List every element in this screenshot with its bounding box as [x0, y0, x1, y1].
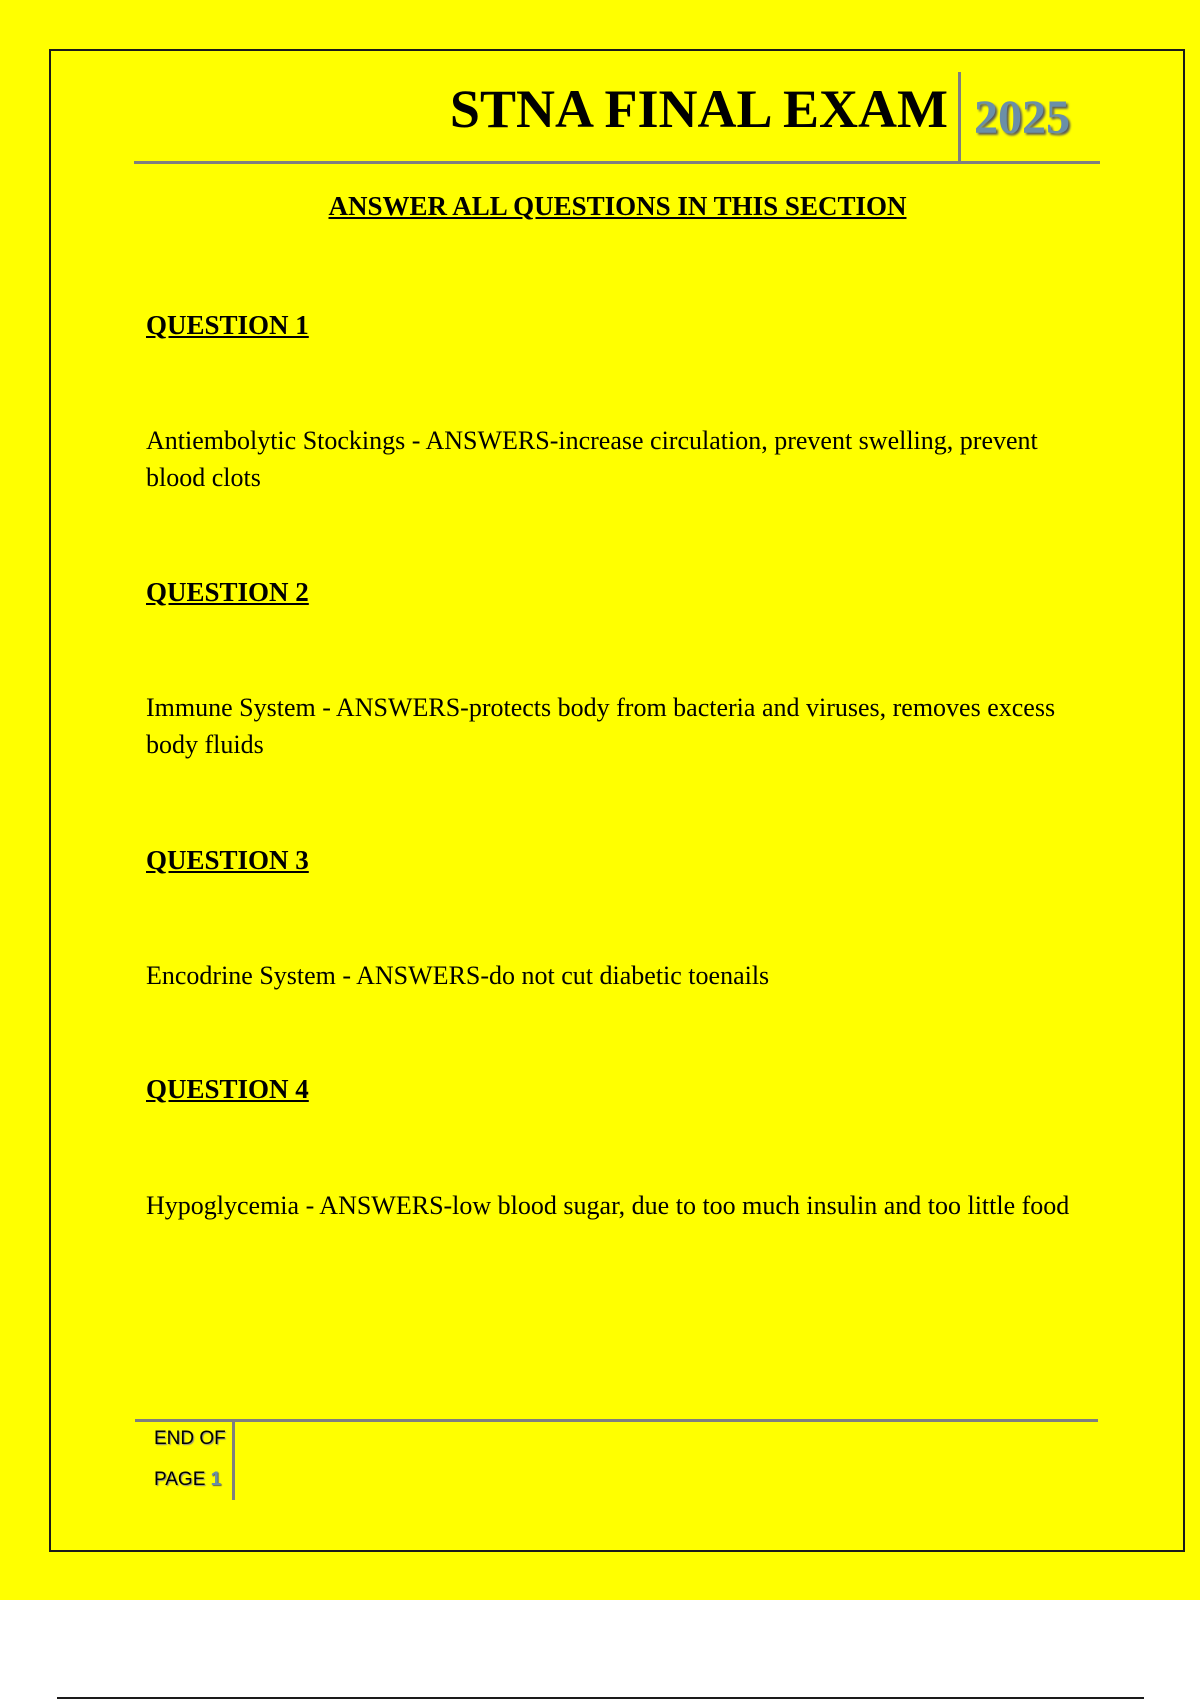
section-instruction: ANSWER ALL QUESTIONS IN THIS SECTION — [328, 191, 907, 221]
question-answer: Immune System - ANSWERS-protects body from bacteria and viruses, removes excess body fluids — [146, 693, 1056, 759]
page-border — [49, 49, 1185, 1552]
footer-page-label — [154, 1470, 221, 1489]
header-divider — [958, 72, 961, 164]
question-heading: QUESTION 2 — [146, 577, 309, 607]
document-title: STNA FINAL EXAM — [449, 79, 948, 139]
footer-divider — [232, 1421, 235, 1500]
footer-end-of: END OF — [154, 1428, 226, 1449]
footer-rule — [135, 1419, 1098, 1422]
question-answer: Encodrine System - ANSWERS-do not cut diabetic toenails — [146, 961, 770, 990]
document-header — [134, 72, 1100, 164]
question-heading: QUESTION 4 — [146, 1074, 309, 1104]
question-answer: Hypoglycemia - ANSWERS-low blood sugar, due to too much insulin and too little food — [146, 1191, 1070, 1220]
document-year: 2025 — [974, 91, 1070, 144]
question-heading: QUESTION 3 — [146, 845, 309, 875]
bottom-rule — [57, 1697, 1144, 1699]
question-answer: Antiembolytic Stockings - ANSWERS-increase circulation, prevent swelling, prevent blood clots — [146, 426, 1038, 492]
question-heading: QUESTION 1 — [146, 310, 309, 340]
footer-page-number: 1 — [210, 1469, 222, 1490]
footer-page-word: PAGE — [154, 1469, 206, 1490]
